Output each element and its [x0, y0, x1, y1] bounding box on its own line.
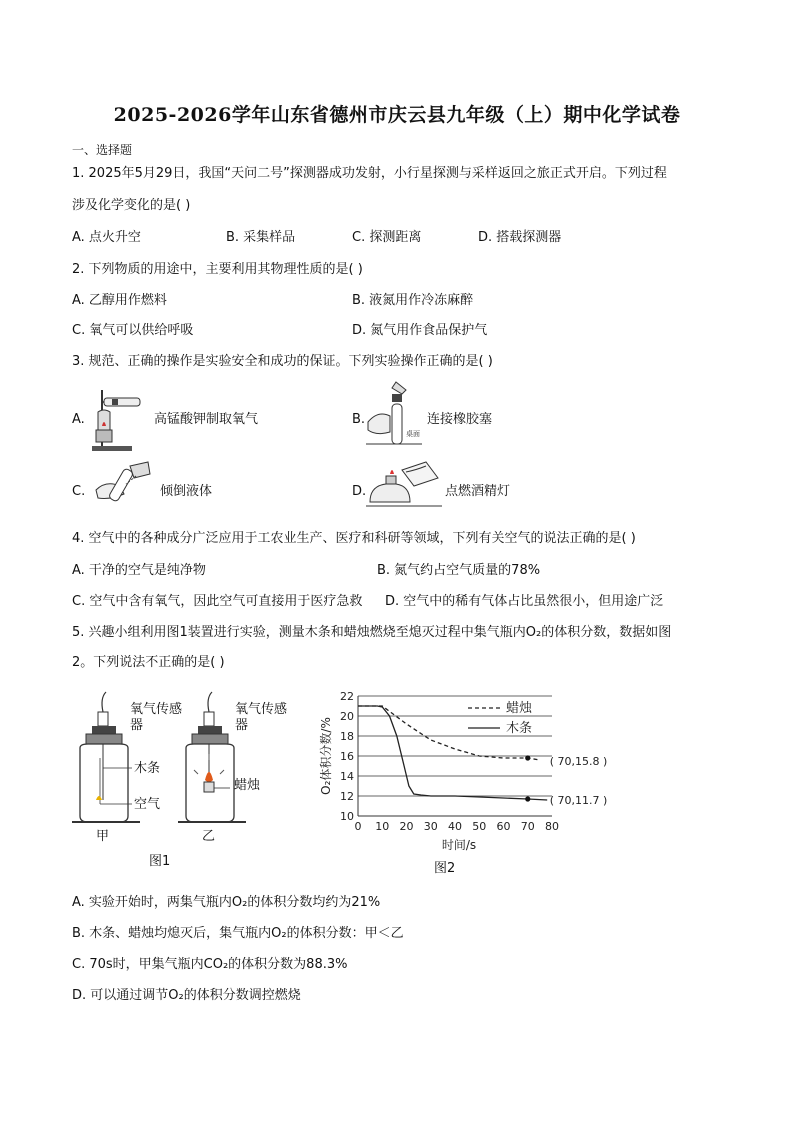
rubber-stopper-icon: [366, 380, 422, 450]
o2-fraction-chart: [308, 684, 628, 854]
y-tick-label: 12: [340, 790, 354, 803]
page-title: 2025-2026学年山东省德州市庆云县九年级（上）期中化学试卷: [113, 104, 681, 126]
x-tick-label: 60: [496, 820, 511, 833]
q3-option-b-text[interactable]: 连接橡胶塞: [427, 412, 493, 427]
x-tick-label: 70: [520, 820, 535, 833]
q1-option-a[interactable]: A. 点火升空: [72, 230, 141, 245]
q2-option-d[interactable]: D. 氮气用作食品保护气: [352, 323, 488, 338]
q3-option-c-text[interactable]: 倾倒液体: [160, 484, 213, 499]
q5-option-c[interactable]: C. 70s时，甲集气瓶内CO₂的体积分数为88.3%: [72, 957, 348, 972]
candle-label: 蜡烛: [234, 778, 261, 793]
sensor-label-jia: 氧气传感器: [130, 702, 183, 734]
q5-option-d[interactable]: D. 可以通过调节O₂的体积分数调控燃烧: [72, 988, 301, 1003]
x-tick-label: 40: [448, 820, 462, 833]
desk-label: 桌面: [406, 430, 420, 438]
x-tick-label: 30: [423, 820, 438, 833]
q4-stem: 4. 空气中的各种成分广泛应用于工农业生产、医疗和科研等领域，下列有关空气的说法正确的是( ): [72, 531, 636, 546]
pour-liquid-icon: [90, 460, 156, 508]
q2-stem: 2. 下列物质的用途中，主要利用其物理性质的是( ): [72, 262, 363, 277]
q3-stem: 3. 规范、正确的操作是实验安全和成功的保证。下列实验操作正确的是( ): [72, 354, 493, 369]
air-label: 空气: [134, 797, 161, 812]
q5-option-b[interactable]: B. 木条、蜡烛均熄灭后，集气瓶内O₂的体积分数：甲＜乙: [72, 926, 404, 941]
q1-option-d[interactable]: D. 搭载探测器: [478, 230, 562, 245]
q1-stem-line1: 1. 2025年5月29日，我国“天问二号”探测器成功发射，小行星探测与采样返回之旅正式开启。下列过程: [72, 166, 667, 181]
bottle-jia-label: 甲: [96, 829, 110, 844]
y-tick-label: 10: [340, 810, 354, 823]
q2-option-b[interactable]: B. 液氮用作冷冻麻醉: [352, 293, 474, 308]
x-tick-label: 80: [545, 820, 559, 833]
figure2-caption: 图2: [434, 861, 456, 876]
wood-label: 木条: [134, 761, 161, 776]
alcohol-lamp-icon: [366, 456, 442, 512]
y-tick-label: 14: [340, 770, 354, 783]
y-tick-label: 22: [340, 690, 354, 703]
q3-option-d-letter[interactable]: D.: [352, 484, 367, 499]
q4-option-a[interactable]: A. 干净的空气是纯净物: [72, 563, 206, 578]
q4-option-c[interactable]: C. 空气中含有氧气，因此空气可直接用于医疗急救: [72, 594, 363, 609]
y-axis-label: O₂体积分数/%: [319, 717, 333, 795]
sensor-label-yi: 氧气传感器: [235, 702, 288, 734]
x-axis-label: 时间/s: [441, 838, 477, 852]
data-point-marker: [525, 755, 530, 760]
q3-option-c-letter[interactable]: C.: [72, 484, 86, 499]
q2-option-a[interactable]: A. 乙醇用作燃料: [72, 293, 167, 308]
legend-label-0: 蜡烛: [506, 701, 533, 716]
x-tick-label: 10: [375, 820, 390, 833]
q3-option-b-letter[interactable]: B.: [352, 412, 366, 427]
figure1-caption: 图1: [149, 854, 171, 869]
annotation-label: ( 70,15.8 ): [549, 755, 608, 768]
q1-option-b[interactable]: B. 采集样品: [226, 230, 296, 245]
q5-option-a[interactable]: A. 实验开始时，两集气瓶内O₂的体积分数均约为21%: [72, 895, 381, 910]
q1-stem-line2: 涉及化学变化的是( ): [72, 198, 191, 213]
kmno4-apparatus-icon: [90, 382, 150, 454]
y-tick-label: 20: [340, 710, 354, 723]
q3-option-a-letter[interactable]: A.: [72, 412, 85, 427]
annotation-label: ( 70,11.7 ): [549, 794, 608, 807]
q2-option-c[interactable]: C. 氧气可以供给呼吸: [72, 323, 194, 338]
legend-label-1: 木条: [506, 721, 533, 736]
q1-option-c[interactable]: C. 探测距离: [352, 230, 422, 245]
x-tick-label: 20: [399, 820, 414, 833]
q5-stem-line2: 2。下列说法不正确的是( ): [72, 655, 225, 670]
data-point-marker: [525, 796, 530, 801]
bottle-yi-label: 乙: [202, 829, 216, 844]
q4-option-d[interactable]: D. 空气中的稀有气体占比虽然很小，但用途广泛: [385, 594, 664, 609]
section-heading: 一、选择题: [72, 143, 133, 157]
y-tick-label: 18: [340, 730, 354, 743]
q3-option-d-text[interactable]: 点燃酒精灯: [445, 484, 511, 499]
x-tick-label: 50: [472, 820, 487, 833]
y-tick-label: 16: [340, 750, 354, 763]
q5-stem-line1: 5. 兴趣小组利用图1装置进行实验，测量木条和蜡烛燃烧至熄灭过程中集气瓶内O₂的体积分数，数据如图: [72, 625, 672, 640]
q3-option-a-text[interactable]: 高锰酸钾制取氧气: [154, 412, 259, 427]
x-tick-label: 0: [354, 820, 362, 833]
q4-option-b[interactable]: B. 氮气约占空气质量的78%: [377, 563, 541, 578]
